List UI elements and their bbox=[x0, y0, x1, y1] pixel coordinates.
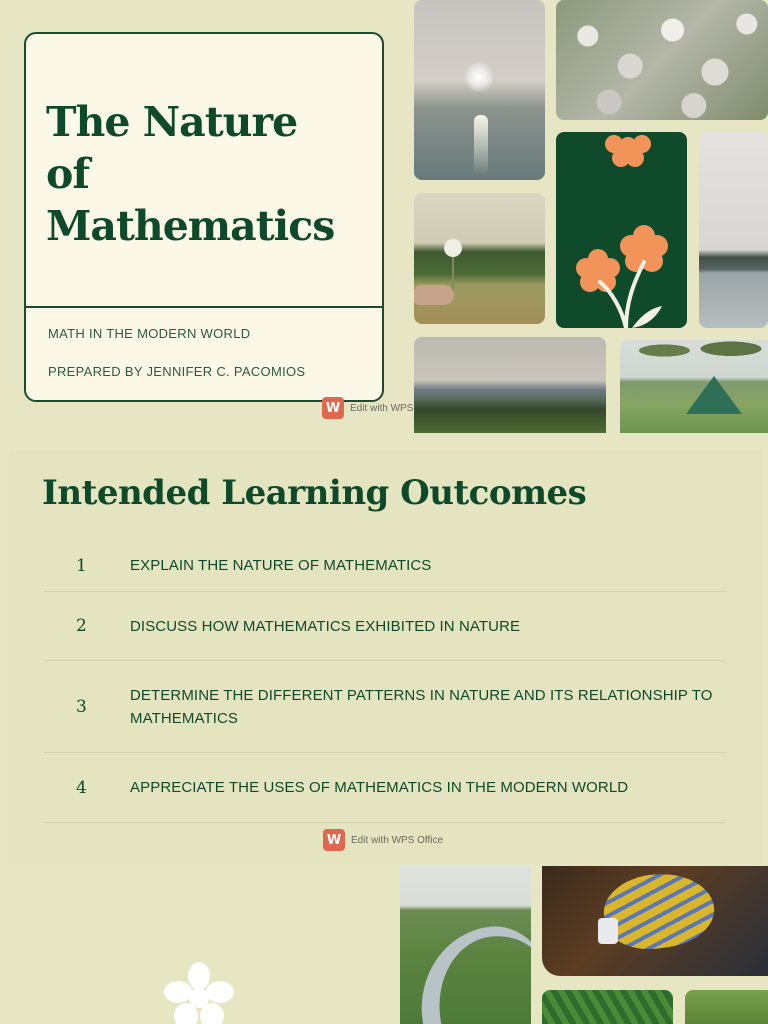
outcome-row bbox=[44, 661, 726, 753]
photo-misty-lake bbox=[699, 132, 768, 328]
photo-rocky-hillside bbox=[556, 0, 768, 120]
outcome-text: DISCUSS HOW MATHEMATICS EXHIBITED IN NATURE bbox=[130, 617, 521, 635]
course-subtitle: MATH IN THE MODERN WORLD bbox=[48, 326, 251, 341]
outcomes-heading: Intended Learning Outcomes bbox=[42, 473, 587, 513]
title-line-1: The Nature bbox=[46, 98, 298, 146]
outcome-text: APPRECIATE THE USES OF MATHEMATICS IN THE MODERN WORLD bbox=[130, 779, 629, 796]
river-water bbox=[411, 920, 531, 1024]
title-divider bbox=[26, 306, 384, 308]
wps-watermark-text: Edit with WPS bbox=[350, 402, 414, 414]
title-card bbox=[24, 32, 384, 402]
learning-outcomes-slide bbox=[10, 450, 761, 864]
outcome-text: EXPLAIN THE NATURE OF MATHEMATICS bbox=[130, 557, 432, 574]
outcome-number: 1 bbox=[76, 555, 87, 576]
presentation-title bbox=[46, 96, 376, 252]
outcome-number: 4 bbox=[76, 777, 87, 798]
outcome-text: DETERMINE THE DIFFERENT PATTERNS IN NATURE AND ITS RELATIONSHIP TO MATHEMATICS bbox=[130, 686, 713, 727]
sun-glow bbox=[464, 62, 494, 92]
tent-shape bbox=[686, 376, 742, 414]
wps-watermark[interactable] bbox=[322, 397, 413, 419]
photo-camping-tent bbox=[620, 340, 768, 433]
wps-logo-icon: W bbox=[322, 397, 344, 419]
flower-illustration bbox=[556, 132, 687, 328]
tree-canopy bbox=[620, 340, 768, 375]
outcome-row bbox=[44, 753, 726, 823]
outcome-number: 2 bbox=[76, 616, 87, 636]
outcome-row bbox=[44, 540, 726, 592]
title-slide bbox=[0, 0, 768, 440]
photo-angelfish bbox=[542, 866, 768, 976]
photo-valley-dusk bbox=[414, 337, 606, 433]
outcome-number: 3 bbox=[76, 696, 87, 717]
photo-dandelion-meadow bbox=[414, 193, 545, 324]
daisy-icon bbox=[164, 962, 234, 1024]
dandelion-puff bbox=[444, 239, 462, 257]
photo-fern bbox=[542, 990, 673, 1024]
photo-grass bbox=[685, 990, 768, 1024]
outcome-row bbox=[44, 592, 726, 661]
wps-watermark-text: Edit with WPS Office bbox=[351, 834, 444, 846]
title-line-2: of bbox=[46, 150, 89, 198]
title-line-3: Mathematics bbox=[46, 202, 335, 250]
wps-logo-icon: W bbox=[323, 829, 345, 851]
photo-river-fields bbox=[400, 866, 531, 1024]
author-line: PREPARED BY JENNIFER C. PACOMIOS bbox=[48, 364, 306, 379]
hand-shape bbox=[414, 285, 454, 305]
flower-illustration-tile bbox=[556, 132, 687, 328]
photo-sunset-sea bbox=[414, 0, 545, 180]
nature-photos-slide bbox=[0, 866, 768, 1024]
wps-watermark[interactable] bbox=[323, 829, 443, 851]
water-glint bbox=[474, 115, 488, 175]
fish-fin bbox=[598, 918, 618, 944]
